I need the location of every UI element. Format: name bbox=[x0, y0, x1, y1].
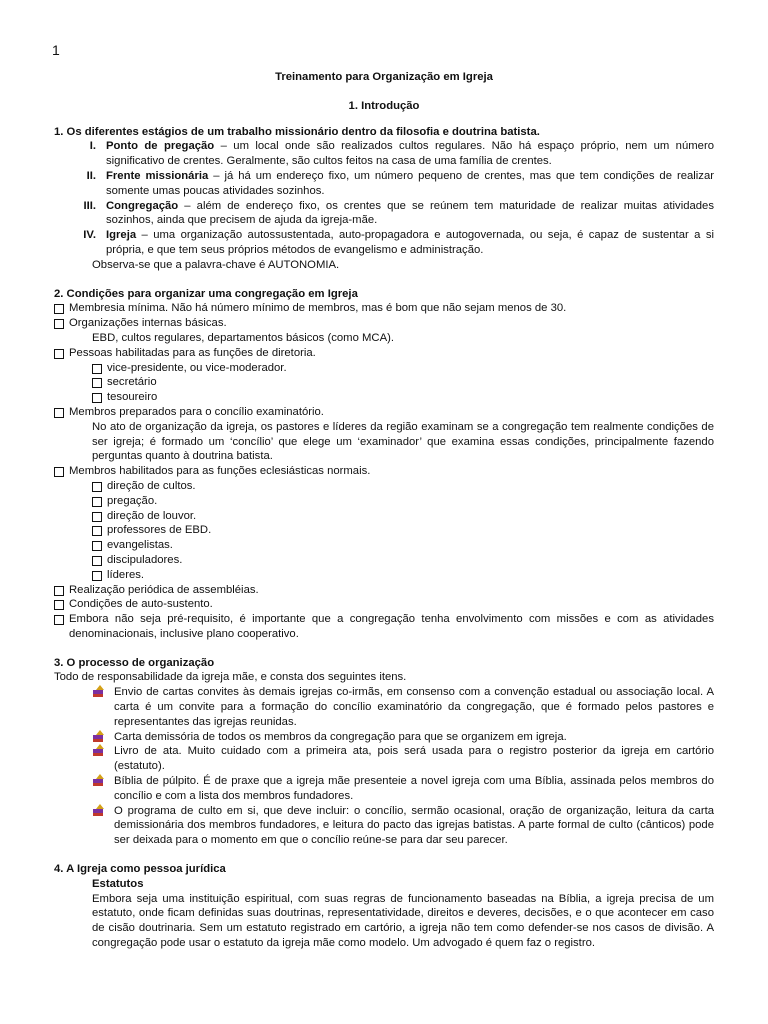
checkbox-icon bbox=[92, 378, 102, 388]
checklist-subitem: vice-presidente, ou vice-moderador. bbox=[92, 361, 714, 376]
checkbox-icon bbox=[92, 541, 102, 551]
section-1-heading: 1. Os diferentes estágios de um trabalho missionário dentro da filosofia e doutrina batista. bbox=[54, 125, 540, 138]
section-3-intro: Todo de responsabilidade da igreja mãe, e consta dos seguintes itens. bbox=[54, 671, 407, 684]
checklist-subitem: tesoureiro bbox=[92, 390, 714, 405]
arrow-bullet-icon bbox=[92, 744, 106, 758]
section-3-heading: 3. O processo de organização bbox=[54, 656, 215, 669]
checklist-subitem: direção de louvor. bbox=[92, 509, 714, 524]
list-item bbox=[54, 199, 714, 229]
stage-term: Frente missionária bbox=[106, 169, 209, 182]
stage-term: Igreja bbox=[106, 229, 137, 242]
list-item bbox=[54, 169, 714, 199]
section-4-heading: 4. A Igreja como pessoa jurídica bbox=[54, 863, 226, 876]
checkbox-icon bbox=[54, 586, 64, 596]
checklist-subitem: líderes. bbox=[92, 568, 714, 583]
list-marker: III. bbox=[83, 199, 96, 212]
checkbox-icon bbox=[54, 319, 64, 329]
checklist-item: Organizações internas básicas. bbox=[54, 316, 714, 331]
statutes-text: Embora seja uma instituição espiritual, com suas regras de funcionamento baseadas na Bíblia, a igreja precisa de um estatuto, onde ficam definidas suas doutrinas, representatividade, direitos e deveres, decisões, e o que acontecer em caso de cisão doutrinaria. Sem um estatuto registrado em cartório, a igreja não tem como defender-se nos casos de divisão. A congregação pode usar o estatuto da igreja mãe como modelo. Um advogado é quem faz o registro. bbox=[92, 892, 714, 950]
checklist-item: Condições de auto-sustento. bbox=[54, 597, 714, 612]
stage-term: Congregação bbox=[106, 199, 179, 212]
checklist-item: Realização periódica de assembléias. bbox=[54, 583, 714, 598]
checkbox-icon bbox=[92, 526, 102, 536]
list-item bbox=[54, 139, 714, 169]
list-item bbox=[54, 228, 714, 258]
checklist-item: Pessoas habilitadas para as funções de diretoria. bbox=[54, 346, 714, 361]
checklist-subitem: secretário bbox=[92, 375, 714, 390]
checklist-detail: No ato de organização da igreja, os pastores e líderes da região examinam se a congregação tem realmente condições de ser igreja; é formado um ‘concílio’ que elege um ‘examinador’ que examina essas condições, principalmente fazendo perguntas quanto à doutrina batista. bbox=[92, 420, 714, 463]
checkbox-icon bbox=[54, 600, 64, 610]
checkbox-icon bbox=[54, 615, 64, 625]
intro-heading: 1. Introdução bbox=[348, 99, 420, 112]
list-marker: I. bbox=[89, 140, 96, 153]
checkbox-icon bbox=[92, 512, 102, 522]
page-number: 1 bbox=[52, 42, 60, 58]
checkbox-icon bbox=[92, 393, 102, 403]
checkbox-icon bbox=[54, 304, 64, 314]
arrow-bullet-icon bbox=[92, 730, 106, 744]
stage-term: Ponto de pregação bbox=[106, 140, 215, 153]
checkbox-icon bbox=[92, 482, 102, 492]
process-item: Bíblia de púlpito. É de praxe que a igreja mãe presenteie a novel igreja com uma Bíblia, assinada pelos membros do concílio e com a lista dos membros fundadores. bbox=[92, 774, 714, 804]
stage-description: – além de endereço fixo, os crentes que se reúnem tem maturidade de realizar muitas atividades sozinhos, ainda que precisem de ajuda da igreja-mãe. bbox=[106, 199, 714, 227]
checklist-subitem: pregação. bbox=[92, 494, 714, 509]
statutes-subheading: Estatutos bbox=[92, 877, 144, 890]
process-item: Envio de cartas convites às demais igrejas co-irmãs, em consenso com a convenção estadual ou associação local. A carta é um convite para a formação do concílio examinatório da congregação, que é formado pelos pastores e representantes das igrejas reunidas. bbox=[92, 685, 714, 729]
autonomy-note: Observa-se que a palavra-chave é AUTONOMIA. bbox=[92, 258, 340, 271]
checklist-subitem: direção de cultos. bbox=[92, 479, 714, 494]
checklist-subitem: discipuladores. bbox=[92, 553, 714, 568]
process-item: O programa de culto em si, que deve incluir: o concílio, sermão ocasional, oração de organização, leitura da carta demissionária dos membros fundadores, e leitura do pacto das igrejas batistas. A parte formal de culto (cânticos) pode ser deixada para o momento em que o concílio reúne-se para dar seu parecer. bbox=[92, 804, 714, 848]
list-marker: IV. bbox=[83, 229, 96, 242]
checkbox-icon bbox=[92, 497, 102, 507]
arrow-bullet-icon bbox=[92, 804, 106, 818]
checkbox-icon bbox=[92, 364, 102, 374]
document-title: Treinamento para Organização em Igreja bbox=[275, 71, 493, 83]
checklist-item: Membros habilitados para as funções eclesiásticas normais. bbox=[54, 464, 714, 479]
process-item: Carta demissória de todos os membros da congregação para que se organizem em igreja. bbox=[92, 730, 714, 745]
checkbox-icon bbox=[54, 467, 64, 477]
checklist-item: Embora não seja pré-requisito, é importante que a congregação tenha envolvimento com missões e com as atividades denominacionais, inclusive plano cooperativo. bbox=[54, 612, 714, 642]
checklist-subitem: evangelistas. bbox=[92, 538, 714, 553]
section-2-heading: 2. Condições para organizar uma congregação em Igreja bbox=[54, 287, 358, 300]
checklist-item: Membros preparados para o concílio examinatório. bbox=[54, 405, 714, 420]
checkbox-icon bbox=[54, 349, 64, 359]
document-content bbox=[54, 70, 714, 951]
arrow-bullet-icon bbox=[92, 774, 106, 788]
checklist-subitem: professores de EBD. bbox=[92, 523, 714, 538]
stage-description: – já há um endereço fixo, um número pequeno de crentes, mas que tem condições de realizar somente umas poucas atividades sozinhos. bbox=[106, 169, 714, 197]
checklist-detail: EBD, cultos regulares, departamentos básicos (como MCA). bbox=[92, 331, 394, 344]
stage-description: – um local onde são realizados cultos regulares. Não há espaço próprio, nem um número significativo de crentes. Geralmente, são cultos feitos na casa de uma família de crentes. bbox=[106, 140, 714, 168]
arrow-bullet-icon bbox=[92, 685, 106, 699]
checkbox-icon bbox=[54, 408, 64, 418]
list-marker: II. bbox=[86, 169, 96, 182]
process-item: Livro de ata. Muito cuidado com a primeira ata, pois será usada para o registro posterior da igreja em cartório (estatuto). bbox=[92, 744, 714, 774]
stage-description: – uma organização autossustentada, auto-propagadora e autogovernada, ou seja, é capaz de sustentar a si própria, e que tem seus próprios métodos de evangelismo e administração. bbox=[106, 229, 714, 256]
checkbox-icon bbox=[92, 571, 102, 581]
stages-list bbox=[54, 139, 714, 257]
checkbox-icon bbox=[92, 556, 102, 566]
checklist-item: Membresia mínima. Não há número mínimo de membros, mas é bom que não sejam menos de 30. bbox=[54, 301, 714, 316]
